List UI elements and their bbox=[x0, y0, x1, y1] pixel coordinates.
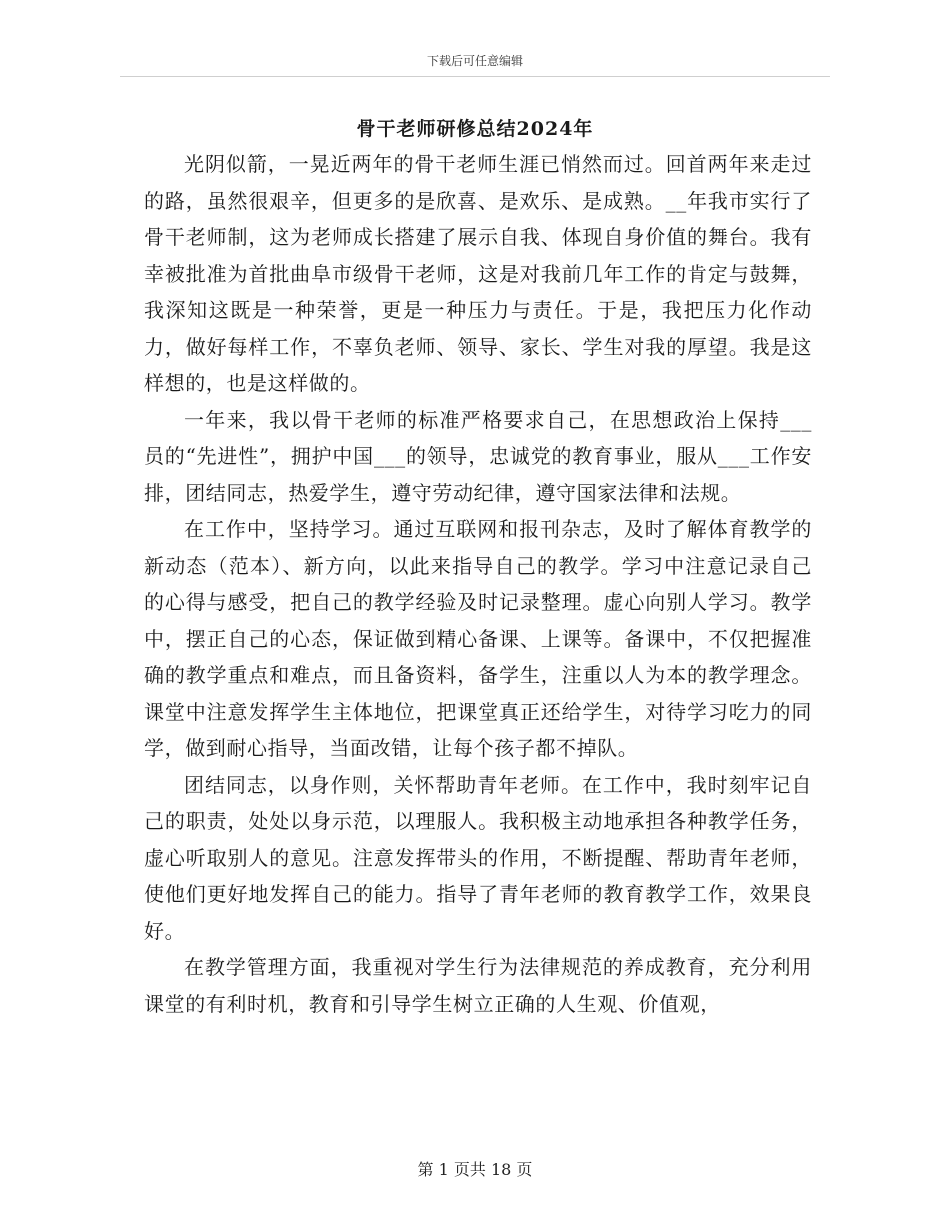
header-divider bbox=[120, 76, 830, 77]
paragraph: 一年来，我以骨干老师的标准严格要求自己，在思想政治上保持___员的“先进性”，拥护中国___的领导，忠诚党的教育事业，服从___工作安排，团结同志，热爱学生，遵守劳动纪律，遵守国家法律和法规。 bbox=[144, 407, 812, 505]
paragraph: 在工作中，坚持学习。通过互联网和报刊杂志，及时了解体育教学的新动态（范本）、新方向，以此来指导自己的教学。学习中注意记录自己的心得与感受，把自己的教学经验及时记录整理。虚心向别人学习。教学中，摆正自己的心态，保证做到精心备课、上课等。备课中，不仅把握准确的教学重点和难点，而且备资料，备学生，注重以人为本的教学理念。课堂中注意发挥学生主体地位，把课堂真正还给学生，对待学习吃力的同学，做到耐心指导，当面改错，让每个孩子都不掉队。 bbox=[144, 517, 812, 760]
document-body bbox=[144, 146, 812, 1022]
page-header: 下载后可任意编辑 bbox=[426, 54, 523, 68]
paragraph: 在教学管理方面，我重视对学生行为法律规范的养成教育，充分利用课堂的有利时机，教育和引导学生树立正确的人生观、价值观， bbox=[144, 955, 812, 1016]
paragraph: 团结同志，以身作则，关怀帮助青年老师。在工作中，我时刻牢记自己的职责，处处以身示范，以理服人。我积极主动地承担各种教学任务，虚心听取别人的意见。注意发挥带头的作用，不断提醒、帮助青年老师，使他们更好地发挥自己的能力。指导了青年老师的教育教学工作，效果良好。 bbox=[144, 772, 812, 943]
page-number: 第 1 页共 18 页 bbox=[417, 1160, 533, 1179]
paragraph: 光阴似箭，一晃近两年的骨干老师生涯已悄然而过。回首两年来走过的路，虽然很艰辛，但更多的是欣喜、是欢乐、是成熟。__年我市实行了骨干老师制，这为老师成长搭建了展示自我、体现自身价值的舞台。我有幸被批准为首批曲阜市级骨干老师，这是对我前几年工作的肯定与鼓舞，我深知这既是一种荣誉，更是一种压力与责任。于是，我把压力化作动力，做好每样工作，不辜负老师、领导、家长、学生对我的厚望。我是这样想的，也是这样做的。 bbox=[144, 152, 812, 395]
document-title: 骨干老师研修总结2024年 bbox=[356, 118, 594, 140]
